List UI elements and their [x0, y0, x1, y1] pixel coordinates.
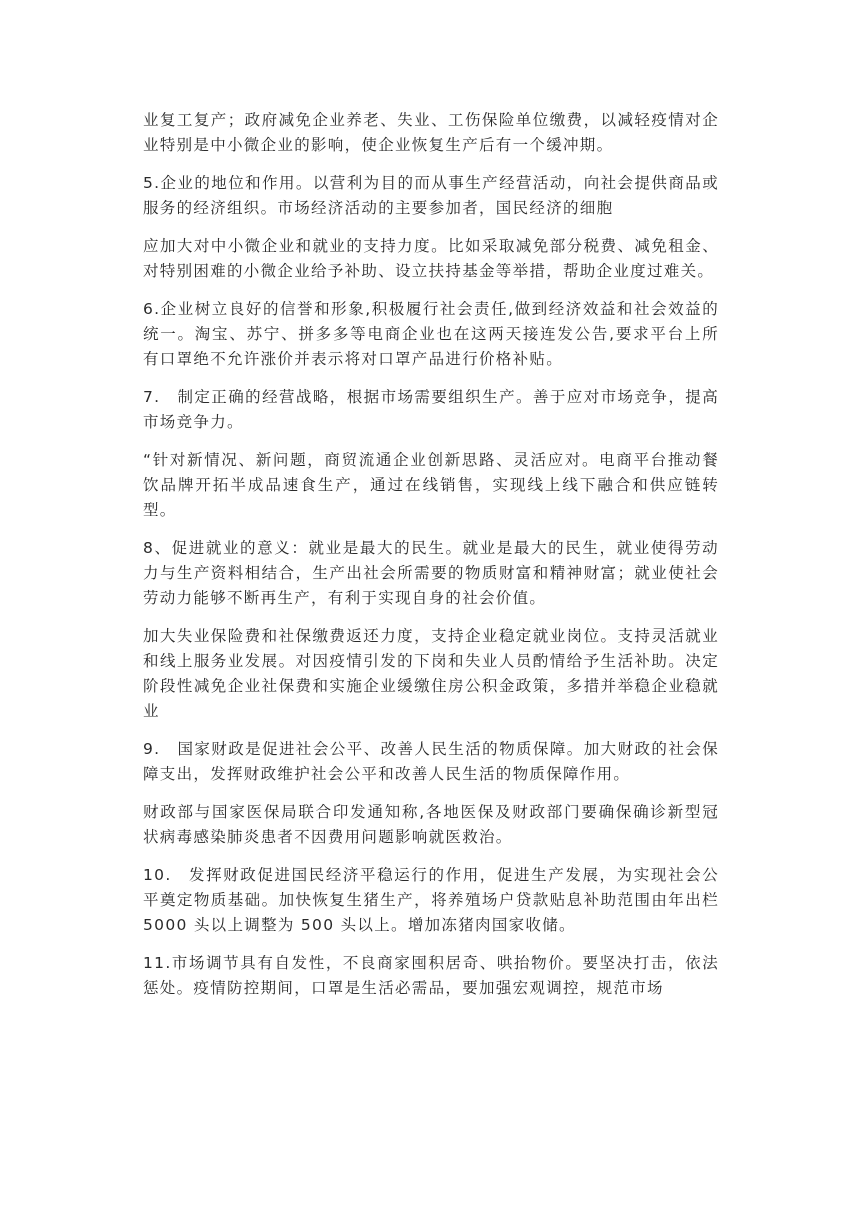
paragraph: 11.市场调节具有自发性，不良商家囤积居奇、哄抬物价。要坚决打击，依法惩处。疫情防控期间，口罩是生活必需品，要加强宏观调控，规范市场	[143, 954, 719, 997]
paragraph: 5.企业的地位和作用。以营利为目的而从事生产经营活动，向社会提供商品或服务的经济组织。市场经济活动的主要参加者，国民经济的细胞	[143, 174, 719, 217]
paragraph: 业复工复产；政府减免企业养老、失业、工伤保险单位缴费，以减轻疫情对企业特别是中小微企业的影响，使企业恢复生产后有一个缓冲期。	[143, 111, 719, 154]
paragraph: 加大失业保险费和社保缴费返还力度，支持企业稳定就业岗位。支持灵活就业和线上服务业发展。对因疫情引发的下岗和失业人员酌情给予生活补助。决定阶段性减免企业社保费和实施企业缓缴住房公积金政策，多措并举稳企业稳就业	[143, 627, 719, 720]
paragraph: 7. 制定正确的经营战略，根据市场需要组织生产。善于应对市场竞争，提高市场竞争力。	[143, 388, 719, 431]
document-page	[143, 108, 719, 1014]
paragraph: 应加大对中小微企业和就业的支持力度。比如采取减免部分税费、减免租金、对特别困难的小微企业给予补助、设立扶持基金等举措，帮助企业度过难关。	[143, 237, 719, 280]
paragraph: 财政部与国家医保局联合印发通知称,各地医保及财政部门要确保确诊新型冠状病毒感染肺炎患者不因费用问题影响就医救治。	[143, 803, 719, 846]
paragraph: 8、促进就业的意义：就业是最大的民生。就业是最大的民生，就业使得劳动力与生产资料相结合，生产出社会所需要的物质财富和精神财富；就业使社会劳动力能够不断再生产，有利于实现自身的社会价值。	[143, 539, 719, 607]
paragraph: 10. 发挥财政促进国民经济平稳运行的作用，促进生产发展，为实现社会公平奠定物质基础。加快恢复生猪生产，将养殖场户贷款贴息补助范围由年出栏 5000 头以上调整为 500 头以上。增加冻猪肉国家收储。	[143, 866, 719, 934]
paragraph: 6.企业树立良好的信誉和形象,积极履行社会责任,做到经济效益和社会效益的统一。淘宝、苏宁、拼多多等电商企业也在这两天接连发公告,要求平台上所有口罩绝不允许涨价并表示将对口罩产品进行价格补贴。	[143, 300, 719, 368]
paragraph: 9. 国家财政是促进社会公平、改善人民生活的物质保障。加大财政的社会保障支出，发挥财政维护社会公平和改善人民生活的物质保障作用。	[143, 740, 719, 783]
paragraph: “针对新情况、新问题，商贸流通企业创新思路、灵活应对。电商平台推动餐饮品牌开拓半成品速食生产，通过在线销售，实现线上线下融合和供应链转型。	[143, 451, 719, 519]
